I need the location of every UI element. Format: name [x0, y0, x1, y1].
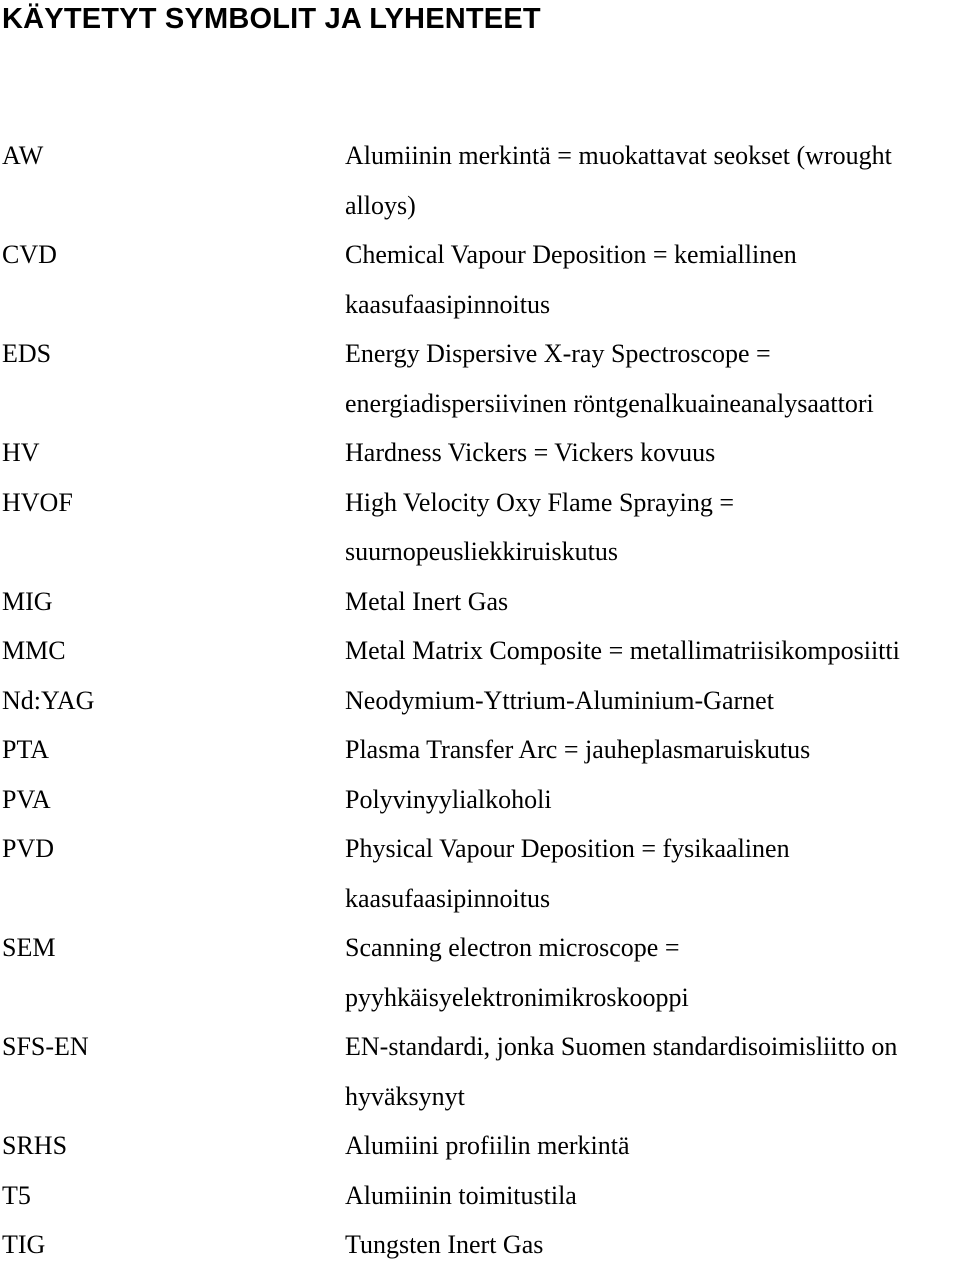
abbreviation-definition: Alumiinin merkintä = muokattavat seokset (wrought alloys) — [345, 141, 892, 220]
abbreviation-definition: Hardness Vickers = Vickers kovuus — [345, 438, 716, 467]
abbreviation-definition: Alumiinin toimitustila — [345, 1180, 577, 1210]
abbreviation-definition: Tungsten Inert Gas — [345, 1230, 544, 1259]
abbreviation-row-t5 — [0, 1171, 960, 1221]
abbreviation-term: SRHS — [2, 1131, 68, 1160]
abbreviation-term: SEM — [2, 933, 56, 962]
abbreviation-definition: High Velocity Oxy Flame Spraying = suurnopeusliekkiruiskutus — [345, 487, 734, 566]
abbreviation-definition: Scanning electron microscope = pyyhkäisyelektronimikroskooppi — [345, 933, 689, 1012]
abbreviation-term: Nd:YAG — [2, 685, 95, 715]
abbreviation-term: AW — [2, 141, 44, 170]
abbreviation-list — [0, 131, 960, 1270]
abbreviation-row-hv — [0, 428, 960, 478]
abbreviation-term: SFS-EN — [2, 1032, 89, 1061]
abbreviation-row-pta — [0, 725, 960, 775]
abbreviation-term: HVOF — [2, 487, 73, 517]
abbreviation-term: T5 — [2, 1180, 31, 1210]
page-title: KÄYTETYT SYMBOLIT JA LYHENTEET — [2, 3, 541, 35]
abbreviation-definition: Plasma Transfer Arc = jauheplasmaruiskutus — [345, 735, 811, 764]
abbreviation-term: PTA — [2, 735, 50, 764]
abbreviation-row-hvof — [0, 478, 960, 577]
abbreviation-term: HV — [2, 438, 40, 467]
abbreviation-definition: Metal Inert Gas — [345, 586, 509, 616]
abbreviation-definition: Neodymium-Yttrium-Aluminium-Garnet — [345, 685, 774, 715]
abbreviation-definition: Metal Matrix Composite = metallimatriisikomposiitti — [345, 636, 900, 665]
abbreviation-term: MMC — [2, 636, 66, 665]
abbreviation-term: PVD — [2, 834, 55, 863]
abbreviation-definition: Polyvinyylialkoholi — [345, 784, 552, 814]
abbreviation-definition: Chemical Vapour Deposition = kemiallinen kaasufaasipinnoitus — [345, 240, 797, 319]
abbreviation-row-pva — [0, 775, 960, 825]
abbreviation-row-mmc — [0, 626, 960, 676]
abbreviation-term: TIG — [2, 1230, 46, 1259]
abbreviation-row-cvd — [0, 230, 960, 329]
abbreviation-definition: Alumiini profiilin merkintä — [345, 1131, 630, 1160]
abbreviation-row-aw — [0, 131, 960, 230]
abbreviation-row-pvd — [0, 824, 960, 923]
abbreviation-row-ndyag — [0, 676, 960, 726]
abbreviation-row-srhs — [0, 1121, 960, 1171]
abbreviation-row-sfs-en — [0, 1022, 960, 1121]
abbreviation-row-tig — [0, 1220, 960, 1270]
abbreviation-row-eds — [0, 329, 960, 428]
abbreviation-row-sem — [0, 923, 960, 1022]
abbreviation-term: EDS — [2, 339, 52, 368]
abbreviation-term: CVD — [2, 240, 57, 269]
abbreviation-definition: Physical Vapour Deposition = fysikaalinen kaasufaasipinnoitus — [345, 834, 790, 913]
abbreviation-definition: EN-standardi, jonka Suomen standardisoimisliitto on hyväksynyt — [345, 1032, 898, 1111]
abbreviation-row-mig — [0, 577, 960, 627]
abbreviation-term: MIG — [2, 586, 53, 616]
abbreviation-term: PVA — [2, 784, 51, 814]
abbreviation-definition: Energy Dispersive X-ray Spectroscope = energiadispersiivinen röntgenalkuaineanalysaattori — [345, 339, 874, 418]
